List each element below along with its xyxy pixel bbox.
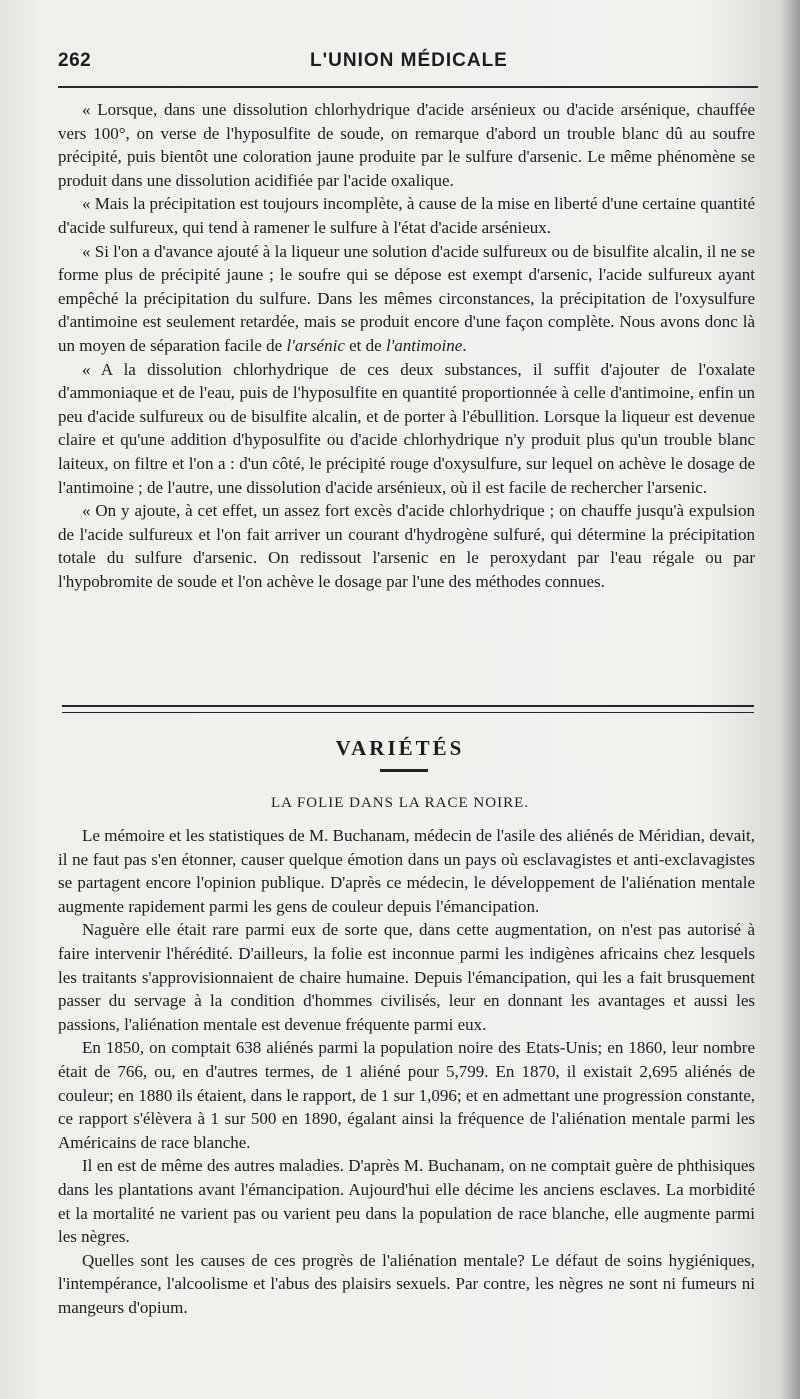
quoted-text-block	[58, 98, 755, 593]
quoted-paragraph: « A la dissolution chlorhydrique de ces deux substances, il suffit d'ajouter de l'oxalate d'ammoniaque et de l'eau, puis de l'hyposulfite en quantité proportionnée à celle d'antimoine, enfin un peu d'acide sulfureux ou de bisulfite alcalin, et de porter à l'ébullition. Lorsque la liqueur est devenue claire et qu'une addition d'hyposulfite ou d'acide chlorhydrique n'y produit plus qu'un trouble blanc laiteux, on filtre et l'on a : d'un côté, le précipité rouge d'oxysulfure, sur lequel on achève le dosage de l'antimoine ; de l'autre, une dissolution d'acide arsénieux, où il est facile de rechercher l'arsenic.	[58, 359, 755, 497]
article-text-block	[58, 824, 755, 1319]
paragraph-text: « Si l'on a d'avance ajouté à la liqueur une solution d'acide sulfureux ou de bisulfite alcalin, il ne se forme plus de précipité jaune ; le soufre qui se dépose est exempt d'arsenic, l'acide sulfureux ayant empêché la précipitation du sulfure. Dans les mêmes circonstances, la précipitation de l'oxysulfure d'antimoine est seulement retardée, mais se produit encore d'une façon complète. Nous avons donc là un moyen de séparation facile de	[58, 241, 755, 355]
paragraph-text: et de	[344, 335, 386, 355]
quoted-paragraph: « Mais la précipitation est toujours incomplète, à cause de la mise en liberté d'une certaine quantité d'acide sulfureux, qui tend à ramener le sulfure à l'état d'acide arsénieux.	[58, 194, 755, 237]
page-number: 262	[58, 50, 92, 71]
article-paragraph: En 1850, on comptait 638 aliénés parmi la population noire des Etats-Unis; en 1860, leur nombre était de 766, ou, en d'autres termes, de 1 aliéné pour 5,799. En 1870, il existait 2,695 aliénés de couleur; en 1880 ils étaient, dans le rapport, de 1 sur 1,096; et en admettant une progression constante, ce rapport s'élèvera à 1 sur 500 en 1890, égalant ainsi la fréquence de l'aliénation mentale parmi les Américains de race blanche.	[58, 1038, 755, 1152]
italic-term: l'antimoine	[385, 335, 463, 355]
section-divider	[62, 705, 754, 707]
italic-term: l'arsénic	[286, 335, 345, 355]
quoted-paragraph	[58, 240, 755, 358]
article-paragraph: Quelles sont les causes de ces progrès de l'aliénation mentale? Le défaut de soins hygiéniques, l'intempérance, l'alcoolisme et l'abus des plaisirs sexuels. Par contre, les nègres ne sont ni fumeurs ni mangeurs d'opium.	[58, 1250, 755, 1317]
paragraph-text: .	[462, 335, 467, 355]
section-divider	[62, 712, 754, 713]
page-header	[58, 50, 760, 80]
quoted-paragraph: « Lorsque, dans une dissolution chlorhydrique d'acide arsénieux ou d'acide arsénique, chauffée vers 100°, on verse de l'hyposulfite de soude, on remarque d'abord un trouble blanc dû au soufre précipité, puis bientôt une coloration jaune produite par le sulfure d'arsenic. Le même phénomène se produit dans une dissolution acidifiée par l'acide oxalique.	[58, 100, 755, 190]
article-title: LA FOLIE DANS LA RACE NOIRE.	[270, 795, 529, 811]
section-title-underline	[380, 769, 428, 772]
article-paragraph: Le mémoire et les statistiques de M. Buchanam, médecin de l'asile des aliénés de Méridian, devait, il ne faut pas s'en étonner, causer quelque émotion dans un pays où esclavagistes et anti-exclavagistes se partagent encore l'opinion publique. D'après ce médecin, le développement de l'aliénation mentale augmente rapidement parmi les gens de couleur depuis l'émancipation.	[58, 826, 755, 916]
running-title: L'UNION MÉDICALE	[310, 50, 508, 71]
article-paragraph: Il en est de même des autres maladies. D'après M. Buchanam, on ne comptait guère de phthisiques dans les plantations avant l'émancipation. Aujourd'hui elle décime les anciens esclaves. La morbidité et la mortalité ne varient pas ou varient peu dans la population de race blanche, elle augmente parmi les nègres.	[58, 1156, 755, 1247]
section-title: VARIÉTÉS	[335, 736, 465, 760]
header-rule	[58, 86, 758, 88]
article-paragraph: Naguère elle était rare parmi eux de sorte que, dans cette augmentation, on n'est pas autorisé à faire intervenir l'hérédité. D'ailleurs, la folie est inconnue parmi les indigènes africains chez lesquels les traitants s'approvisionnaient de chaire humaine. Depuis l'émancipation, qui les a fait brusquement passer du servage à la condition d'hommes civilisés, leur en donnant les avantages et aussi les passions, l'aliénation mentale est devenue fréquente parmi eux.	[58, 920, 755, 1034]
quoted-paragraph: « On y ajoute, à cet effet, un assez fort excès d'acide chlorhydrique ; on chauffe jusqu'à expulsion de l'acide sulfureux et l'on fait arriver un courant d'hydrogène sulfuré, qui détermine la précipitation totale du sulfure d'arsenic. On redissout l'arsenic en le peroxydant par l'eau régale ou par l'hypobromite de soude et l'on achève le dosage par l'une des méthodes connues.	[58, 501, 755, 591]
